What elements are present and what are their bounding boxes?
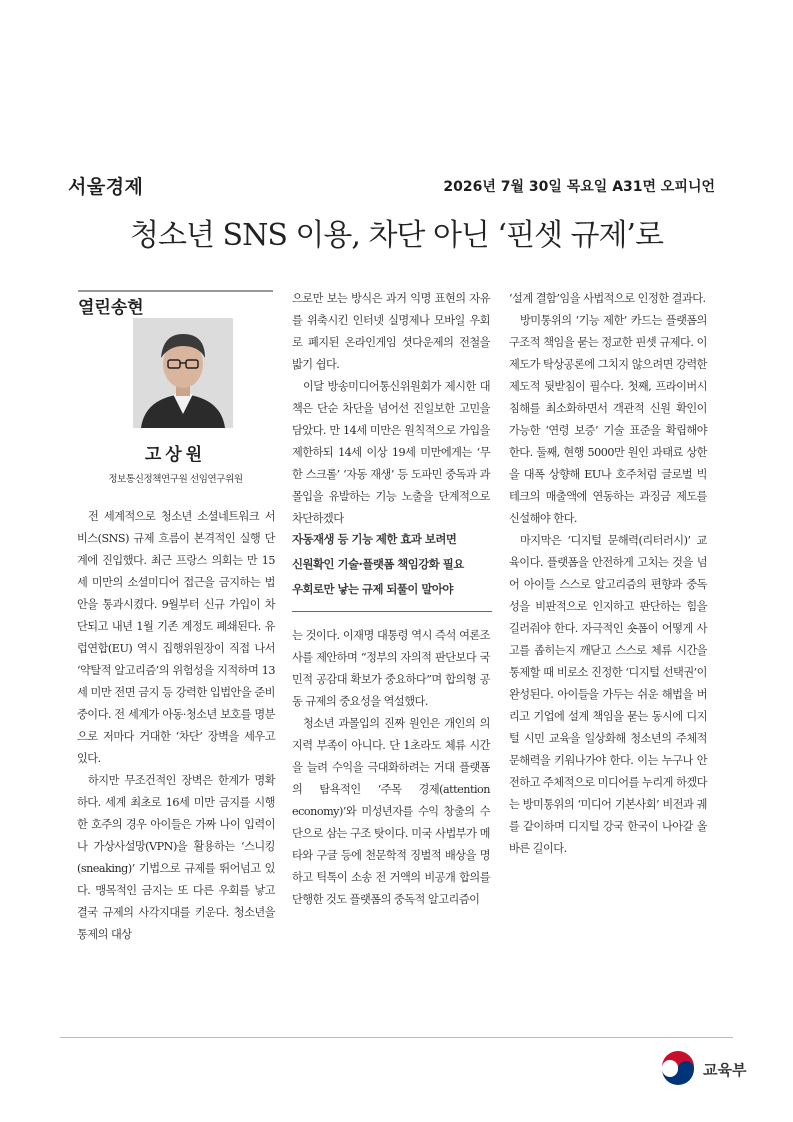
ministry-logo-icon bbox=[658, 1049, 698, 1089]
author-name: 고상원 bbox=[144, 445, 207, 465]
footer-rule bbox=[60, 1037, 733, 1038]
publication-info: 2026년 7월 30일 목요일 A31면 오피니언 bbox=[443, 179, 715, 195]
paragraph: 마지막은 ‘디지털 문해력(리터러시)’ 교육이다. 플랫폼을 안전하게 고치는 것을 넘어 아이들 스스로 알고리즘의 편향과 중독성을 비판적으로 인지하고 판단하는 힘을 길러줘야 한다. 자극적인 숏폼이 어떻게 사고를 좁히는지 깨닫고 스스로 체류 시간을 통제할 때 비로소 진정한 ‘디지털 선택권’이 완성된다. 아이들을 가두는 쉬운 해법을 버리고 기업에 설계 책임을 묻는 동시에 디지털 시민 교육을 일상화해 청소년의 주체적 문해력을 키워나가야 한다. 이는 누구나 안전하고 주체적으로 미디어를 누리게 하겠다는 방미통위의 ‘미디어 기본사회’ 비전과 궤를 같이하며 디지털 강국 한국이 나아갈 올바른 길이다. bbox=[509, 534, 707, 855]
paragraph: 는 것이다. 이재명 대통령 역시 즉석 여론조사를 제안하며 “정부의 자의적 판단보다 국민적 공감대 확보가 중요하다”며 합의형 공동 규제의 중요성을 역설했다. bbox=[292, 629, 490, 708]
paragraph: ‘설계 결함’임을 사법적으로 인정한 결과다. bbox=[509, 292, 706, 305]
paragraph: 방미통위의 ‘기능 제한’ 카드는 플랫폼의 구조적 책임을 묻는 정교한 핀셋 규제다. 이 제도가 탁상공론에 그치지 않으려면 강력한 제도적 뒷받침이 필수다. 첫째, 프라이버시 침해를 최소화하면서 객관적 신원 확인이 가능한 ‘연령 보증’ 기술 표준을 확립해야 한다. 둘째, 현행 5000만 원인 과태료 상한을 대폭 상향해 EU나 호주처럼 글로벌 빅테크의 매출액에 연동하는 과징금 제도를 신설해야 한다. bbox=[509, 314, 707, 525]
author-title: 정보통신정책연구원 선임연구위원 bbox=[108, 474, 243, 485]
column-title-rule bbox=[78, 290, 273, 292]
pull-quote bbox=[292, 527, 492, 602]
paragraph: 하지만 무조건적인 장벽은 한계가 명확하다. 세계 최초로 16세 미만 금지를 시행한 호주의 경우 아이들은 가짜 나이 입력이나 가상사설망(VPN)을 활용하는 ‘스니킹(sneaking)’ 기법으로 규제를 뛰어넘고 있다. 맹목적인 금지는 또 다른 우회를 낳고 결국 규제의 사각지대를 키운다. 청소년을 통제의 대상 bbox=[77, 774, 275, 941]
ministry-name: 교육부 bbox=[703, 1061, 747, 1079]
portrait-image bbox=[133, 318, 233, 428]
pull-quote-line: 자동재생 등 기능 제한 효과 보려면 bbox=[292, 532, 457, 546]
paragraph: 청소년 과몰입의 진짜 원인은 개인의 의지력 부족이 아니다. 단 1초라도 체류 시간을 늘려 수익을 극대화하려는 거대 플랫폼의 탐욕적인 ‘주목 경제(attention economy)’와 미성년자를 수익 창출의 수단으로 삼는 구조 탓이다. 미국 사법부가 메타와 구글 등에 천문학적 징벌적 배상을 명하고 틱톡이 소송 전 거액의 비공개 합의를 단행한 것도 플랫폼의 중독적 알고리즘이 bbox=[292, 717, 490, 906]
pull-quote-line: 우회로만 낳는 규제 되풀이 말아야 bbox=[292, 582, 453, 596]
pull-quote-line: 신원확인 기술·플랫폼 책임강화 필요 bbox=[292, 557, 464, 571]
paragraph: 이달 방송미디어통신위원회가 제시한 대책은 단순 차단을 넘어선 진일보한 고민을 담았다. 만 14세 미만은 원칙적으로 가입을 제한하되 14세 이상 19세 미만에게는 ‘무한 스크롤’ ‘자동 재생’ 등 도파민 중독과 과몰입을 유발하는 기능 노출을 단계적으로 차단하겠다 bbox=[292, 380, 490, 525]
body-column-2-bottom bbox=[292, 625, 490, 911]
body-column-1 bbox=[77, 506, 275, 946]
body-column-2-top bbox=[292, 288, 490, 530]
headline: 청소년 SNS 이용, 차단 아닌 ‘핀셋 규제’로 bbox=[130, 218, 663, 253]
paragraph: 전 세계적으로 청소년 소셜네트워크 서비스(SNS) 규제 흐름이 본격적인 실행 단계에 진입했다. 최근 프랑스 의회는 만 15세 미만의 소셜미디어 접근을 금지하는 법안을 통과시켰다. 9월부터 신규 가입이 차단되고 내년 1월 기존 계정도 폐쇄된다. 유럽연합(EU) 역시 집행위원장이 직접 나서 ‘약탈적 알고리즘’의 위험성을 지적하며 13세 미만 전면 금지 등 강력한 입법안을 준비 중이다. 전 세계가 아동·청소년 보호를 명분으로 저마다 거대한 ‘차단’ 장벽을 세우고 있다. bbox=[77, 510, 275, 765]
author-photo bbox=[133, 318, 233, 428]
column-name: 열린송현 bbox=[78, 298, 144, 318]
body-column-3 bbox=[509, 288, 707, 860]
pull-quote-rule bbox=[292, 611, 492, 612]
paragraph: 으로만 보는 방식은 과거 익명 표현의 자유를 위축시킨 인터넷 실명제나 모바일 우회로 폐지된 온라인게임 셧다운제의 전철을 밟기 쉽다. bbox=[292, 292, 490, 371]
newspaper-name: 서울경제 bbox=[68, 176, 144, 198]
